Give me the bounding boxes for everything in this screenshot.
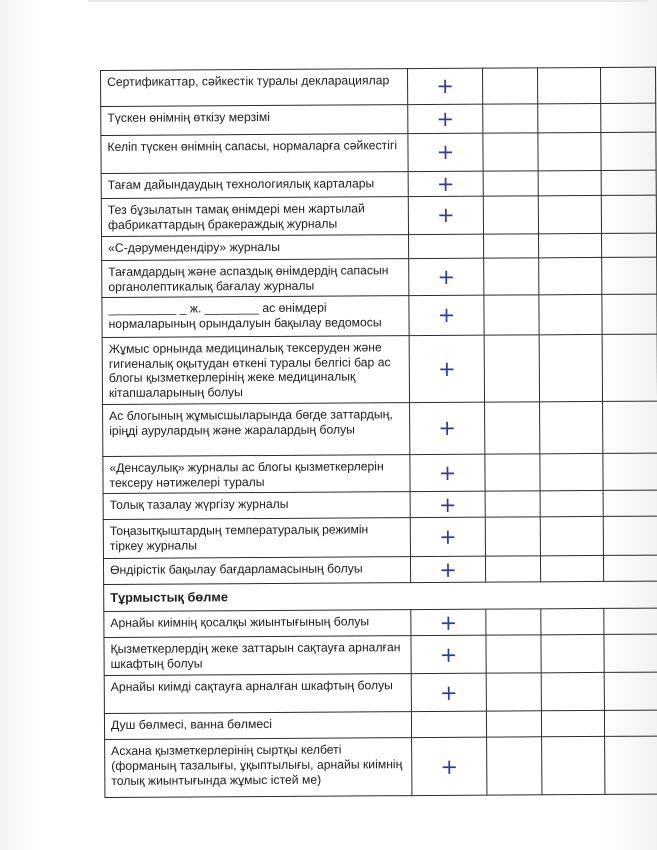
row-label: Қызметкерлердің жеке заттарын сақтауға арналған шкафтың болуы	[104, 636, 411, 676]
row-label: Толық тазалау жүргізу журналы	[103, 492, 410, 520]
empty-cell	[538, 103, 601, 132]
row-label: Түскен өнімнің өткізу мерзімі	[101, 105, 408, 136]
empty-cell	[601, 132, 656, 170]
empty-cell	[541, 711, 604, 737]
empty-cell	[486, 673, 541, 711]
empty-cell	[485, 491, 540, 517]
empty-cell	[540, 402, 603, 454]
empty-cell	[537, 67, 600, 103]
empty-cell	[604, 634, 657, 672]
check-mark: +	[409, 258, 484, 296]
check-mark: +	[410, 557, 485, 583]
empty-cell	[483, 196, 538, 234]
table-row	[101, 195, 656, 236]
empty-cell	[541, 609, 604, 635]
check-mark	[411, 712, 486, 738]
empty-cell	[605, 736, 657, 794]
empty-cell	[540, 454, 603, 492]
empty-cell	[485, 517, 540, 556]
empty-cell	[540, 556, 603, 582]
check-mark: +	[410, 492, 485, 518]
section-row	[104, 581, 657, 611]
empty-cell	[604, 710, 657, 736]
empty-cell	[486, 711, 541, 737]
table-row	[102, 233, 657, 260]
empty-cell	[601, 195, 656, 233]
check-mark	[409, 234, 484, 258]
table-row	[103, 490, 657, 519]
table-row	[104, 634, 657, 675]
empty-cell	[604, 608, 657, 634]
check-mark: +	[411, 674, 486, 712]
empty-cell	[483, 104, 538, 133]
empty-cell	[601, 103, 656, 132]
empty-cell	[602, 233, 657, 257]
empty-cell	[603, 401, 657, 453]
empty-cell	[603, 555, 657, 581]
empty-cell	[539, 335, 602, 402]
checklist-table	[100, 67, 657, 799]
empty-cell	[486, 609, 541, 635]
check-mark: +	[411, 610, 486, 636]
empty-cell	[539, 295, 602, 335]
row-label: __________ _ ж. ________ ас өнімдері нормаларының орындалуын бақылау ведомосы	[102, 296, 409, 338]
row-label: Асхана қызметкерлерінің сыртқы келбеті (форманың тазалығы, ұқыптылығы, арнайы киімнің толық жиынтығында жұмыс істей ме)	[105, 738, 412, 798]
row-label: Тез бұзылатын тамақ өнімдері мен жартылай фабрикаттардың бракераждық журналы	[101, 197, 408, 237]
row-label: Тоңазытқыштардың температуралық режимін тіркеу журналы	[103, 518, 410, 559]
row-label: Сертификаттар, сәйкестік туралы декларациялар	[101, 69, 408, 107]
check-mark: +	[410, 518, 485, 557]
empty-cell	[603, 516, 657, 555]
row-label: Тағам дайындаудың технологиялық карталары	[101, 172, 408, 199]
row-label: Тағамдардың және аспаздық өнімдердің сапасын органолептикалық бағалау журналы	[102, 259, 409, 298]
check-mark: +	[410, 402, 485, 454]
empty-cell	[538, 132, 601, 170]
empty-cell	[601, 170, 656, 195]
table-row	[103, 516, 657, 558]
table-row	[102, 257, 657, 298]
section-title: Тұрмыстық бөлме	[104, 581, 657, 611]
empty-cell	[540, 517, 603, 556]
empty-cell	[486, 635, 541, 673]
table-row	[104, 672, 657, 713]
empty-cell	[484, 335, 539, 402]
empty-cell	[602, 294, 657, 334]
empty-cell	[602, 257, 657, 295]
table-row	[101, 132, 656, 173]
empty-cell	[603, 453, 657, 491]
empty-cell	[600, 67, 655, 103]
check-mark: +	[409, 295, 484, 335]
row-label: Душ бөлмесі, ванна бөлмесі	[104, 712, 411, 740]
empty-cell	[485, 454, 540, 492]
row-label: Келіп түскен өнімнің сапасы, нормаларға сәйкестігі	[101, 134, 408, 174]
check-mark: +	[412, 738, 487, 796]
check-mark: +	[411, 636, 486, 674]
check-mark: +	[408, 171, 483, 196]
empty-cell	[483, 171, 538, 196]
table-row	[105, 736, 657, 797]
table-row	[102, 334, 657, 404]
row-label: Ас блогының жұмысшыларында бөгде заттардың, іріңді аурулардың және жаралардың болуы	[103, 403, 410, 457]
row-label: Арнайы киімді сақтауға арналған шкафтың болуы	[104, 674, 411, 714]
empty-cell	[484, 258, 539, 296]
empty-cell	[540, 491, 603, 517]
table-row	[104, 608, 657, 637]
row-label: «Денсаулық» журналы ас блогы қызметкерлерін тексеру нәтижелері туралы	[103, 455, 410, 494]
paper-edge	[88, 0, 648, 2]
row-label: Өндірістік бақылау бағдарламасының болуы	[103, 557, 410, 585]
empty-cell	[542, 737, 605, 795]
empty-cell	[603, 490, 657, 516]
empty-cell	[487, 737, 542, 795]
table-row	[103, 401, 657, 456]
empty-cell	[602, 334, 657, 401]
table-row	[101, 67, 656, 106]
row-label: Арнайы киімнің қосалқы жиынтығының болуы	[104, 610, 411, 638]
empty-cell	[538, 170, 601, 195]
row-label: «С-дәрумендендіру» журналы	[102, 235, 409, 261]
empty-cell	[604, 672, 657, 710]
empty-cell	[538, 195, 601, 233]
check-mark: +	[407, 68, 482, 104]
empty-cell	[541, 635, 604, 673]
table-row	[102, 294, 657, 337]
row-label: Жұмыс орнында медициналық тексеруден және гигиеналық оқытудан өткені туралы белгісі бар ас блогы қызметкерлерінің жеке медициналық кітапшаларының болуы	[102, 336, 409, 405]
empty-cell	[539, 233, 602, 257]
empty-cell	[482, 68, 537, 104]
table-row	[104, 710, 657, 739]
empty-cell	[541, 673, 604, 711]
table-row	[103, 453, 657, 494]
check-mark: +	[410, 454, 485, 492]
check-mark: +	[408, 196, 483, 234]
check-mark: +	[408, 104, 483, 133]
empty-cell	[485, 402, 540, 454]
empty-cell	[483, 133, 538, 171]
empty-cell	[485, 556, 540, 582]
check-mark: +	[408, 133, 483, 171]
empty-cell	[539, 257, 602, 295]
empty-cell	[484, 295, 539, 335]
table-row	[103, 555, 657, 584]
empty-cell	[484, 234, 539, 258]
table-row	[101, 103, 656, 135]
check-mark: +	[409, 335, 484, 402]
table-row	[101, 170, 656, 198]
